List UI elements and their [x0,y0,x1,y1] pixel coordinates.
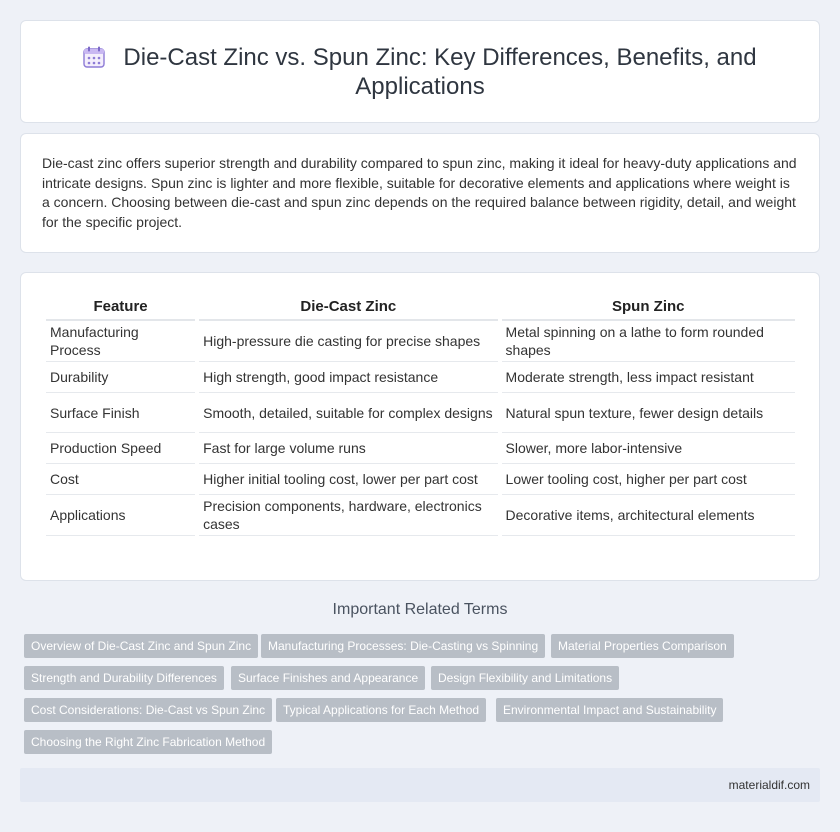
summary-paragraph: Die-cast zinc offers superior strength and durability compared to spun zinc, making it ideal for heavy-duty applications and intricate designs. Spun zinc is lighter and more flexible, suitable for decorative elements and applications where weight is a concern. Choosing between die-cast and spun zinc depends on the required balance between rigidity, detail, and weight for the specific project. [42,155,797,230]
table-cell: Durability [46,362,195,393]
table-cell: Fast for large volume runs [199,433,497,464]
related-term-tag[interactable]: Surface Finishes and Appearance [231,666,425,690]
table-cell: Production Speed [46,433,195,464]
table-cell: Slower, more labor-intensive [502,433,795,464]
table-row [46,393,795,433]
title-card [20,20,820,123]
related-term-tag[interactable]: Material Properties Comparison [551,634,734,658]
table-row [46,321,795,362]
table-header-row [46,293,795,321]
page-title: Die-Cast Zinc vs. Spun Zinc: Key Differences, Benefits, and Applications [123,44,757,100]
calendar-icon [83,46,105,68]
related-term-tag[interactable]: Manufacturing Processes: Die-Casting vs Spinning [261,634,545,658]
table-cell: Metal spinning on a lathe to form rounded shapes [502,321,795,362]
table-cell: Decorative items, architectural elements [502,495,795,536]
page-title-row [21,43,819,101]
related-term-tag[interactable]: Cost Considerations: Die-Cast vs Spun Zinc [24,698,272,722]
footer-bar [20,768,820,802]
table-cell: High strength, good impact resistance [199,362,497,393]
table-row [46,495,795,536]
summary-card [20,133,820,253]
table-row [46,362,795,393]
table-row [46,433,795,464]
table-cell: Natural spun texture, fewer design details [502,393,795,433]
footer-site-link[interactable]: materialdif.com [728,778,810,792]
related-terms-heading: Important Related Terms [332,601,508,618]
related-term-tag[interactable]: Strength and Durability Differences [24,666,224,690]
header-spun-zinc: Spun Zinc [502,293,795,321]
table-cell: Smooth, detailed, suitable for complex designs [199,393,497,433]
table-cell: Higher initial tooling cost, lower per part cost [199,464,497,495]
table-cell: Manufacturing Process [46,321,195,362]
table-row [46,464,795,495]
related-term-tag[interactable]: Choosing the Right Zinc Fabrication Method [24,730,272,754]
table-cell: Moderate strength, less impact resistant [502,362,795,393]
table-cell: High-pressure die casting for precise shapes [199,321,497,362]
related-term-tag[interactable]: Typical Applications for Each Method [276,698,486,722]
table-cell: Applications [46,495,195,536]
header-die-cast-zinc: Die-Cast Zinc [199,293,497,321]
related-term-tag[interactable]: Overview of Die-Cast Zinc and Spun Zinc [24,634,258,658]
header-feature: Feature [46,293,195,321]
table-cell: Surface Finish [46,393,195,433]
related-term-tag[interactable]: Environmental Impact and Sustainability [496,698,723,722]
comparison-table-card [20,272,820,581]
comparison-table [42,293,799,536]
table-cell: Lower tooling cost, higher per part cost [502,464,795,495]
table-cell: Precision components, hardware, electronics cases [199,495,497,536]
table-cell: Cost [46,464,195,495]
related-term-tag[interactable]: Design Flexibility and Limitations [431,666,619,690]
